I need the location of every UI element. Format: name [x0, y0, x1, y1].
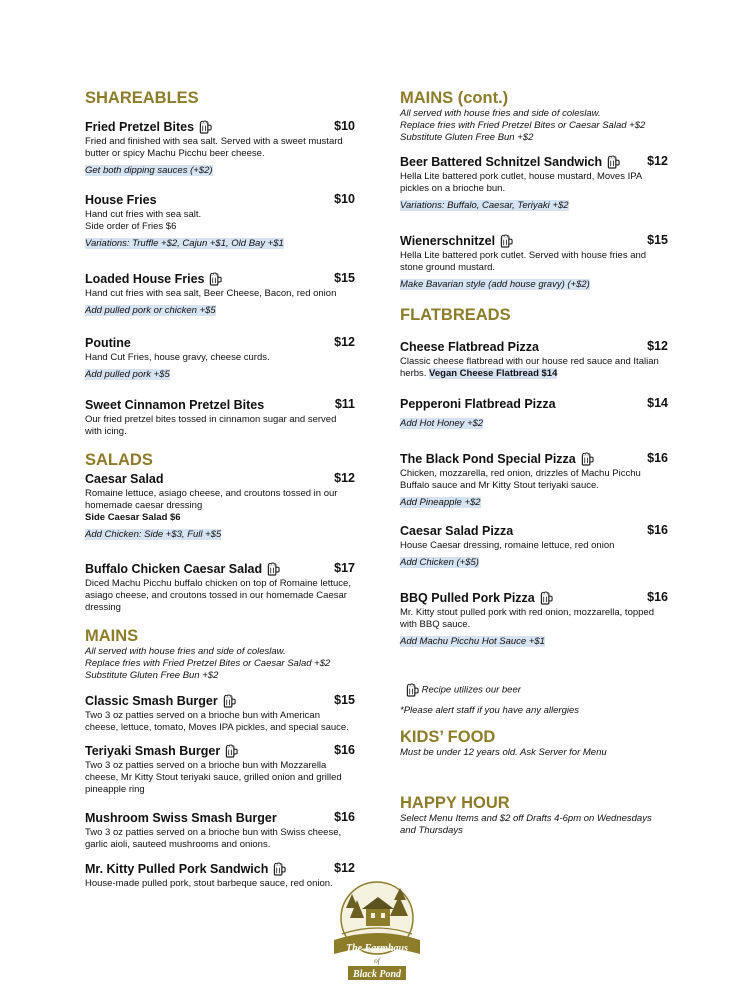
- menu-item: [85, 560, 355, 614]
- item-price: $12: [334, 335, 355, 349]
- item-price: $16: [334, 743, 355, 757]
- mains-note: Replace fries with Fried Pretzel Bites or Caesar Salad +$2: [400, 120, 646, 131]
- item-option: Add Machu Picchu Hot Sauce +$1: [400, 636, 545, 647]
- item-option: Add Chicken: Side +$3, Full +$5: [85, 529, 222, 540]
- item-price: $16: [647, 523, 668, 537]
- beer-mug-icon: [273, 862, 286, 876]
- menu-item: [400, 232, 668, 292]
- item-option: Add Pineapple +$2: [400, 497, 481, 508]
- menu-item: [85, 118, 355, 178]
- item-price: $15: [647, 233, 668, 247]
- beer-mug-icon: [500, 234, 513, 248]
- item-description: House Caesar dressing, romaine lettuce, red onion: [400, 540, 615, 551]
- item-option: Make Bavarian style (add house gravy) (+$2): [400, 279, 590, 290]
- item-option: Get both dipping sauces (+$2): [85, 165, 213, 176]
- item-price: $12: [647, 339, 668, 353]
- menu-item: [85, 809, 355, 851]
- happy-hour-note: Select Menu Items and $2 off Drafts 4-6pm on Wednesdays and Thursdays: [400, 813, 652, 836]
- item-price: $14: [647, 396, 668, 410]
- item-option: Add Hot Honey +$2: [400, 418, 484, 429]
- item-description: Romaine lettuce, asiago cheese, and croutons tossed in our homemade caesar dressing: [85, 488, 338, 511]
- menu-item: [85, 270, 355, 318]
- section-title-mains: MAINS: [85, 627, 139, 645]
- item-name: Caesar Salad: [85, 472, 164, 486]
- menu-item: [400, 153, 668, 213]
- item-name: Caesar Salad Pizza: [400, 524, 514, 538]
- menu-item: [400, 522, 668, 570]
- item-price: $10: [334, 119, 355, 133]
- item-name: Loaded House Fries: [85, 272, 205, 286]
- item-name: The Black Pond Special Pizza: [400, 452, 576, 466]
- item-description: Two 3 oz patties served on a brioche bun with American cheese, lettuce, tomato, Moves IPA pickles, and special sauce.: [85, 710, 349, 733]
- item-name: Wienerschnitzel: [400, 234, 496, 248]
- beer-mug-icon: [199, 120, 212, 134]
- item-description: Classic cheese flatbread with our house red sauce and Italian herbs.: [400, 356, 659, 379]
- menu-item: [400, 395, 668, 431]
- left-column: [85, 88, 355, 890]
- menu-item: [85, 692, 355, 734]
- item-price: $16: [647, 451, 668, 465]
- mains-note: All served with house fries and side of coleslaw.: [85, 646, 286, 657]
- item-price: $12: [334, 861, 355, 875]
- item-name: House Fries: [85, 193, 157, 207]
- item-description: House-made pulled pork, stout barbeque sauce, red onion.: [85, 878, 333, 889]
- item-description: Diced Machu Picchu buffalo chicken on top of Romaine lettuce, asiago cheese, and croutons tossed in our homemade Caesar dressing: [85, 578, 351, 613]
- logo-text-line3: Black Pond: [352, 969, 402, 980]
- beer-mug-icon: [607, 155, 620, 169]
- item-price: $10: [334, 192, 355, 206]
- beer-mug-icon: [223, 694, 236, 708]
- item-description: Hand cut fries with sea salt.: [85, 209, 202, 220]
- item-option: Variations: Buffalo, Caesar, Teriyaki +$2: [400, 200, 569, 211]
- item-description: Hella Lite battered pork cutlet. Served with house fries and stone ground mustard.: [400, 250, 647, 273]
- kids-note: Must be under 12 years old. Ask Server for Menu: [400, 747, 607, 758]
- section-title-happy-hour: HAPPY HOUR: [400, 794, 510, 812]
- beer-mug-icon: [267, 562, 280, 576]
- beer-mug-icon: [406, 683, 419, 697]
- logo-text-line1: The Farmhaus: [346, 943, 408, 954]
- item-description: Our fried pretzel bites tossed in cinnamon sugar and served with icing.: [85, 414, 337, 437]
- section-title-kids: KIDS’ FOOD: [400, 728, 496, 746]
- menu-item: [85, 191, 355, 251]
- item-vegan-option: Vegan Cheese Flatbread $14: [429, 368, 558, 379]
- item-description: Two 3 oz patties served on a brioche bun with Mozzarella cheese, Mr Kitty Stout teriyaki sauce, grilled onion and grilled pineapple ring: [85, 760, 342, 795]
- mains-note: All served with house fries and side of coleslaw.: [400, 108, 601, 119]
- beer-mug-icon: [581, 452, 594, 466]
- right-column: [400, 88, 668, 837]
- item-price: $16: [334, 810, 355, 824]
- mains-note: Substitute Gluten Free Bun +$2: [85, 670, 219, 681]
- item-name: Cheese Flatbread Pizza: [400, 340, 539, 354]
- item-side-option: Side Caesar Salad $6: [85, 512, 181, 523]
- menu-item: [400, 589, 668, 649]
- item-price: $15: [334, 271, 355, 285]
- item-price: $17: [334, 561, 355, 575]
- menu-item: [400, 450, 668, 510]
- item-name: Classic Smash Burger: [85, 694, 218, 708]
- section-title-shareables: SHAREABLES: [85, 89, 199, 107]
- item-side-option: Side order of Fries $6: [85, 221, 177, 232]
- menu-item: [85, 860, 355, 890]
- menu-item: [85, 470, 355, 542]
- mains-note: Substitute Gluten Free Bun +$2: [400, 132, 534, 143]
- item-name: Beer Battered Schnitzel Sandwich: [400, 155, 603, 169]
- menu-item: [85, 396, 355, 438]
- item-price: $11: [334, 397, 355, 411]
- beer-mug-icon: [209, 272, 222, 286]
- farmhaus-logo: [328, 878, 426, 983]
- beer-mug-icon: [540, 591, 553, 605]
- item-description: Fried and finished with sea salt. Served with a sweet mustard butter or spicy Machu Picchu beer cheese.: [85, 136, 343, 159]
- item-name: Mr. Kitty Pulled Pork Sandwich: [85, 862, 269, 876]
- item-description: Two 3 oz patties served on a brioche bun with Swiss cheese, garlic aioli, sauteed mushrooms and onions.: [85, 827, 342, 850]
- legend-text: Recipe utilizes our beer: [421, 684, 521, 696]
- allergy-note: *Please alert staff if you have any allergies: [400, 705, 580, 716]
- menu-item: [85, 334, 355, 382]
- item-description: Hella Lite battered pork cutlet, house mustard, Moves IPA pickles on a brioche bun.: [400, 171, 642, 194]
- item-price: $16: [647, 590, 668, 604]
- logo-text-line2: of: [374, 957, 380, 965]
- item-price: $15: [334, 693, 355, 707]
- item-option: Variations: Truffle +$2, Cajun +$1, Old Bay +$1: [85, 238, 284, 249]
- item-name: Mushroom Swiss Smash Burger: [85, 811, 277, 825]
- item-name: Buffalo Chicken Caesar Salad: [85, 562, 263, 576]
- legend: [400, 683, 668, 697]
- item-name: Sweet Cinnamon Pretzel Bites: [85, 398, 265, 412]
- section-title-flatbreads: FLATBREADS: [400, 306, 511, 324]
- beer-mug-icon: [225, 744, 238, 758]
- item-name: Fried Pretzel Bites: [85, 120, 195, 134]
- item-option: Add Chicken (+$5): [400, 557, 479, 568]
- item-description: Hand cut fries with sea salt, Beer Cheese, Bacon, red onion: [85, 288, 337, 299]
- menu-item: [400, 338, 668, 380]
- item-option: Add pulled pork or chicken +$5: [85, 305, 216, 316]
- item-name: Poutine: [85, 336, 131, 350]
- item-description: Hand Cut Fries, house gravy, cheese curds.: [85, 352, 270, 363]
- section-title-mains-cont: MAINS (cont.): [400, 89, 509, 107]
- item-name: BBQ Pulled Pork Pizza: [400, 591, 535, 605]
- item-price: $12: [647, 154, 668, 168]
- menu-item: [85, 742, 355, 796]
- item-name: Teriyaki Smash Burger: [85, 744, 221, 758]
- item-option: Add pulled pork +$5: [85, 369, 170, 380]
- item-description: Mr. Kitty stout pulled pork with red onion, mozzarella, topped with BBQ sauce.: [400, 607, 654, 630]
- item-description: Chicken, mozzarella, red onion, drizzles of Machu Picchu Buffalo sauce and Mr Kitty Stout teriyaki sauce.: [400, 468, 641, 491]
- mains-note: Replace fries with Fried Pretzel Bites or Caesar Salad +$2: [85, 658, 331, 669]
- item-price: $12: [334, 471, 355, 485]
- section-title-salads: SALADS: [85, 451, 153, 469]
- item-name: Pepperoni Flatbread Pizza: [400, 397, 556, 411]
